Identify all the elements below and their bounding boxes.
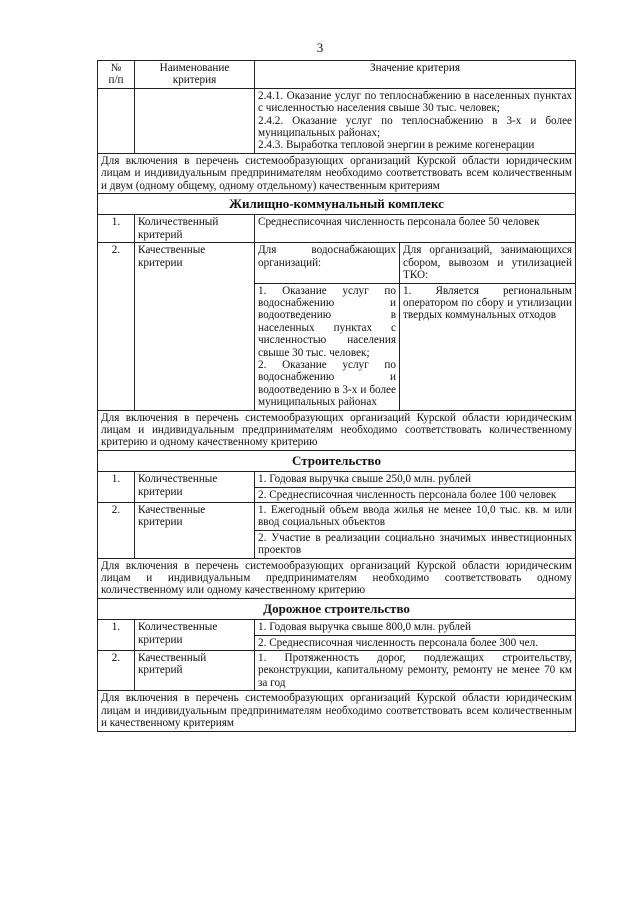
note-row — [98, 558, 576, 598]
note-row — [98, 691, 576, 731]
table-row — [98, 472, 576, 487]
section-title-construction: Строительство — [98, 450, 576, 471]
row-number: 2. — [98, 651, 135, 691]
criterion-item: 2. Среднесписочная численность персонала более 100 человек — [255, 487, 576, 502]
criterion-item: 1. Годовая выручка свыше 800,0 млн. рублей — [255, 620, 576, 635]
header-num: № п/п — [98, 61, 135, 89]
table-row — [98, 503, 576, 531]
criteria-table — [97, 60, 576, 732]
section-heading-row — [98, 598, 576, 619]
criterion-item: 1. Ежегодный объем ввода жилья не менее 10,0 тыс. кв. м или ввод социальных объектов — [255, 503, 576, 531]
row-number: 2. — [98, 243, 135, 410]
criterion-item: 2.4.1. Оказание услуг по теплоснабжению в населенных пунктах с численностью населения свыше 30 тыс. человек; — [258, 89, 573, 115]
section-title-roads: Дорожное строительство — [98, 598, 576, 619]
criterion-name: Количественные критерии — [135, 472, 255, 503]
criterion-item: 1. Годовая выручка свыше 250,0 млн. рублей — [255, 472, 576, 487]
table-row — [98, 215, 576, 243]
criterion-name: Качественные критерии — [135, 243, 255, 410]
section-title-housing: Жилищно-коммунальный комплекс — [98, 194, 576, 215]
criterion-name: Качественные критерии — [135, 503, 255, 559]
criterion-value: Среднесписочная численность персонала более 50 человек — [255, 215, 576, 243]
table-row — [98, 620, 576, 635]
row-number: 1. — [98, 620, 135, 651]
table-row — [98, 651, 576, 691]
criterion-item: 2. Участие в реализации социально значимых инвестиционных проектов — [255, 530, 576, 558]
row-number: 1. — [98, 215, 135, 243]
criterion-item: 2.4.3. Выработка тепловой энергии в режиме когенерации — [258, 139, 535, 152]
continuation-row — [98, 88, 576, 153]
header-name: Наименование критерия — [135, 61, 255, 89]
section-heading-row — [98, 450, 576, 471]
note-row — [98, 410, 576, 450]
criterion-item: 1. Оказание услуг по водоснабжению и водоотведению в населенных пунктах с численностью населения свыше 30 тыс. человек; — [258, 284, 396, 359]
page-number: 3 — [316, 40, 324, 55]
waste-orgs-heading: Для организаций, занимающихся сбором, вывозом и утилизацией ТКО: — [400, 243, 576, 283]
criterion-item: 2. Среднесписочная численность персонала более 300 чел. — [255, 635, 576, 650]
criterion-name: Количественные критерии — [135, 620, 255, 651]
header-value: Значение критерия — [255, 61, 576, 89]
criterion-item: 1. Является региональным оператором по сбору и утилизации твердых коммунальных отходов — [403, 284, 573, 322]
criterion-value: 1. Протяженность дорог, подлежащих строительству, реконструкции, капитальному ремонту, ремонту не менее 70 км за год — [255, 651, 576, 691]
inclusion-note: Для включения в перечень системообразующих организаций Курской области юридическим лицам и индивидуальным предпринимателям необходимо соответствовать одному количественному или одному качественному критерию — [98, 558, 576, 598]
water-orgs-heading: Для водоснабжающих организаций: — [255, 243, 400, 283]
inclusion-note: Для включения в перечень системообразующих организаций Курской области юридическим лицам и индивидуальным предпринимателям необходимо соответствовать всем количественным и качественному критериям — [98, 691, 576, 731]
waste-orgs-criteria — [400, 283, 576, 410]
inclusion-note: Для включения в перечень системообразующих организаций Курской области юридическим лицам и индивидуальным предпринимателям необходимо соответствовать количественному критерию и одному качественному критерию — [98, 410, 576, 450]
criterion-item: 2. Оказание услуг по водоснабжению и водоотведению в 3-х и более муниципальных районах — [258, 358, 396, 409]
row-number: 2. — [98, 503, 135, 559]
inclusion-note: Для включения в перечень системообразующих организаций Курской области юридическим лицам и индивидуальным предпринимателям необходимо соответствовать всем количественным и двум (одному общему, одному отдельному) качественным критериям — [98, 153, 576, 193]
note-row — [98, 153, 576, 193]
criterion-name: Количественный критерий — [135, 215, 255, 243]
section-heading-row — [98, 194, 576, 215]
criterion-name: Качественный критерий — [135, 651, 255, 691]
table-row — [98, 243, 576, 283]
criterion-item: 2.4.2. Оказание услуг по теплоснабжению в 3-х и более муниципальных районах; — [258, 114, 573, 140]
row-number: 1. — [98, 472, 135, 503]
continuation-cell — [255, 88, 576, 153]
water-orgs-criteria — [255, 283, 400, 410]
table-header-row — [98, 61, 576, 89]
